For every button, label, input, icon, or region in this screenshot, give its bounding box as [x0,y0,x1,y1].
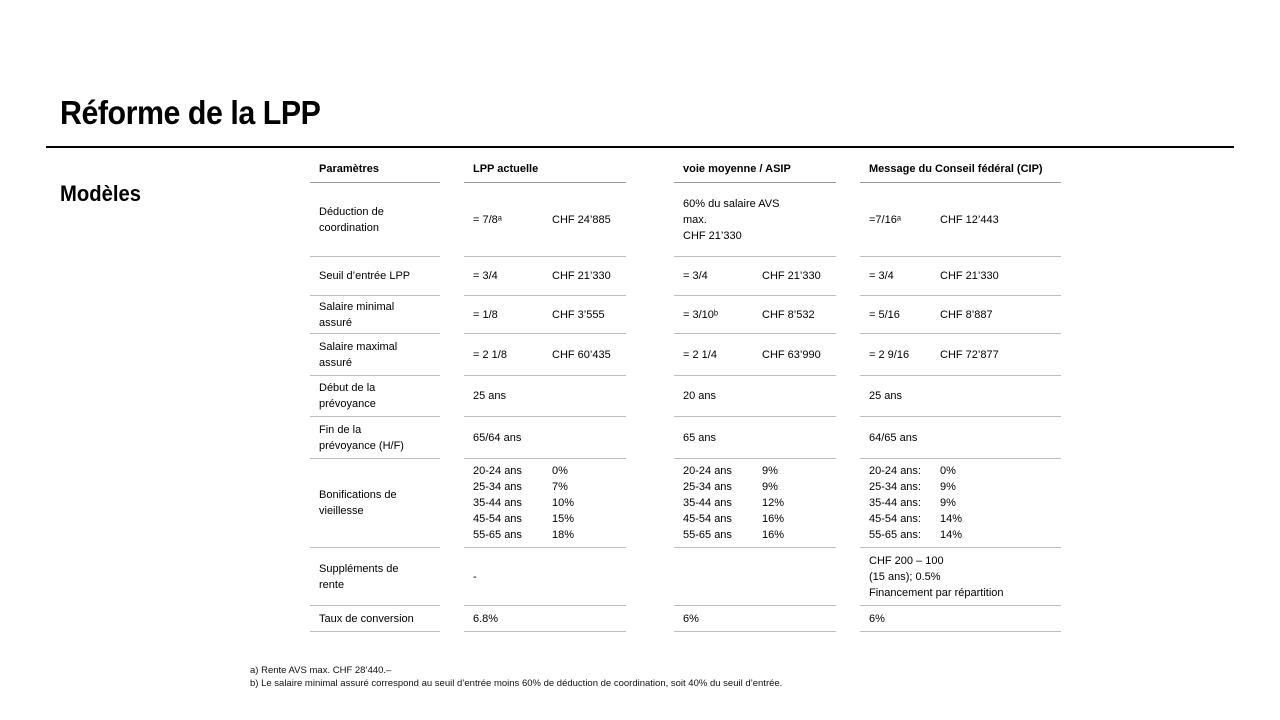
row-label-text: Déduction de coordination [319,205,384,234]
cell-value: 15% [552,513,575,525]
cell-value: CHF 24’885 [552,213,611,226]
cell-value: CHF 21’330 [762,270,821,282]
row-label [310,417,440,459]
cell-formula: - [473,570,477,583]
row-label [310,296,440,334]
cell-lpp [464,376,626,417]
cell-formula: 25-34 ans: [869,481,921,493]
cell-line [473,430,552,446]
cell-value: 18% [552,529,575,541]
cell-line [869,463,962,479]
cell-line [473,212,611,228]
table-row [310,183,1070,257]
cell-formula: = 3/4 [683,270,708,282]
row-label [310,548,440,606]
cell-line [473,495,574,511]
cell-formula: 55-65 ans [473,529,522,541]
cell-asip [674,334,836,376]
cell-formula: 6% [869,612,885,625]
cell-formula: 45-54 ans [683,513,732,525]
table-row [310,548,1070,606]
cell-value: 14% [940,529,963,541]
cell-value: 14% [940,513,963,525]
cell-line [683,430,762,446]
cell-formula: = 2 9/16 [869,348,910,361]
cell-line [869,212,999,228]
cell-asip [674,459,836,548]
cell-line [683,527,784,543]
cell-cip [860,606,1061,632]
cell-line [683,388,762,404]
cell-asip [674,376,836,417]
cell-formula: 25-34 ans [473,481,522,493]
row-label [310,183,440,257]
cell-value: CHF 3’555 [552,308,605,321]
cell-line [869,347,999,363]
cell-lpp [464,183,626,257]
cell-line [473,569,552,585]
cell-formula: 45-54 ans [473,513,522,525]
table-body [310,183,1070,632]
row-label-text: Seuil d’entrée LPP [319,270,411,282]
cell-line [869,511,962,527]
cell-lpp [464,548,626,606]
row-label [310,376,440,417]
cell-text: 60% du salaire AVS max. CHF 21’330 [683,197,780,242]
cell-cip [860,417,1061,459]
cell-formula: 25 ans [473,390,507,402]
cell-asip [674,183,836,257]
cell-asip [674,417,836,459]
cell-formula: 25 ans [869,390,903,402]
cell-line [683,611,762,627]
row-label [310,257,440,296]
cell-value: 12% [762,497,785,509]
cell-formula: 65/64 ans [473,431,522,444]
row-label-text: Salaire minimal assuré [319,300,395,329]
table-header-row [310,155,1070,183]
cell-line [473,347,611,363]
row-label-text: Début de la prévoyance [319,382,376,410]
cell-line [683,268,821,284]
header-lpp-actuelle: LPP actuelle [464,155,626,183]
cell-formula: 35-44 ans: [869,497,921,509]
cell-formula: 45-54 ans: [869,513,921,525]
cell-value: 9% [762,465,778,477]
header-voie-moyenne: voie moyenne / ASIP [674,155,836,183]
cell-formula: = 3/4 [473,270,498,282]
cell-line [869,527,962,543]
cell-cip [860,459,1061,548]
footnote-a: a) Rente AVS max. CHF 28’440.– [250,665,392,676]
cell-value: 9% [940,481,956,493]
cell-value: 10% [552,497,575,509]
cell-value: CHF 8’887 [940,308,993,321]
cell-formula: = 2 1/4 [683,348,717,361]
table-row [310,417,1070,459]
cell-formula: = 3/10ᵇ [683,308,719,321]
cell-value: 7% [552,481,568,493]
cell-value: CHF 72’877 [940,348,999,361]
cell-line [473,388,552,404]
cell-formula: 20 ans [683,390,717,402]
cell-formula: 35-44 ans [473,497,522,509]
row-label [310,459,440,548]
cell-lpp [464,334,626,376]
header-parametres: Paramètres [310,155,440,183]
cell-line [473,511,574,527]
cell-lpp [464,296,626,334]
cell-formula: = 5/16 [869,308,900,321]
cell-formula: = 1/8 [473,308,498,321]
cell-asip [674,257,836,296]
cell-line [473,479,574,495]
cell-line [683,307,815,323]
cell-value: CHF 63’990 [762,348,821,361]
cell-value: CHF 60’435 [552,348,611,361]
cell-value: 9% [762,481,778,493]
cell-asip [674,548,836,606]
cell-line [473,527,574,543]
cell-formula: 55-65 ans: [869,529,921,541]
cell-cip [860,334,1061,376]
row-label-text: Taux de conversion [319,612,414,625]
row-label [310,334,440,376]
cell-formula: 20-24 ans [473,465,522,477]
row-label-text: Suppléments de rente [319,562,399,591]
row-label-text: Salaire maximal assuré [319,340,398,369]
cell-line [473,268,611,284]
cell-line [683,495,784,511]
cell-line [869,611,940,627]
header-message-cf: Message du Conseil fédéral (CIP) [860,155,1061,183]
comparison-table [310,155,1070,632]
cell-value: CHF 21’330 [940,270,999,282]
cell-formula: = 2 1/8 [473,348,507,361]
cell-cip [860,296,1061,334]
cell-value: 9% [940,497,956,509]
cell-line [473,463,574,479]
row-label-text: Bonifications de vieillesse [319,489,397,517]
cell-value: 0% [552,465,568,477]
cell-line [869,307,993,323]
section-subtitle: Modèles [60,181,141,206]
cell-lpp [464,417,626,459]
row-label-text: Fin de la prévoyance (H/F) [319,423,404,452]
cell-lpp [464,459,626,548]
cell-formula: 35-44 ans [683,497,732,509]
cell-value: 16% [762,529,785,541]
table-row [310,334,1070,376]
cell-asip [674,606,836,632]
table-row [310,606,1070,632]
footnote-b: b) Le salaire minimal assuré correspond au seuil d’entrée moins 60% de déduction de coordination, soit 40% du seuil d’entrée. [250,678,783,689]
footnotes [250,664,782,690]
cell-line [683,479,784,495]
cell-text: CHF 200 – 100 (15 ans); 0.5% Financement par répartition [869,554,1004,599]
cell-value: CHF 8’532 [762,308,815,321]
cell-cip [860,183,1061,257]
cell-value: CHF 21’330 [552,270,611,282]
cell-value: 16% [762,513,785,525]
cell-formula: 6.8% [473,612,499,625]
cell-value: 0% [940,465,956,477]
cell-formula: =7/16ᵃ [869,213,901,226]
title-divider [46,146,1234,148]
cell-formula: 20-24 ans [683,465,732,477]
cell-formula: 65 ans [683,431,717,444]
table-row [310,296,1070,334]
cell-line [683,511,784,527]
cell-line [869,479,962,495]
cell-line [869,268,999,284]
cell-lpp [464,257,626,296]
cell-formula: 20-24 ans: [869,465,921,477]
cell-line [683,463,784,479]
cell-asip [674,296,836,334]
cell-line [869,430,940,446]
table-row [310,376,1070,417]
table-row [310,257,1070,296]
page-title: Réforme de la LPP [60,94,321,131]
cell-cip [860,548,1061,606]
cell-cip [860,257,1061,296]
cell-cip [860,376,1061,417]
cell-formula: 55-65 ans [683,529,732,541]
cell-formula: 64/65 ans [869,431,918,444]
table-row [310,459,1070,548]
cell-formula: = 7/8ᵃ [473,213,502,226]
cell-line [683,347,821,363]
cell-line [869,495,962,511]
cell-formula: 6% [683,612,699,625]
cell-value: CHF 12’443 [940,213,999,226]
cell-line [473,611,552,627]
cell-formula: 25-34 ans [683,481,732,493]
row-label [310,606,440,632]
cell-formula: = 3/4 [869,270,894,282]
cell-line [869,388,940,404]
cell-lpp [464,606,626,632]
cell-line [473,307,605,323]
